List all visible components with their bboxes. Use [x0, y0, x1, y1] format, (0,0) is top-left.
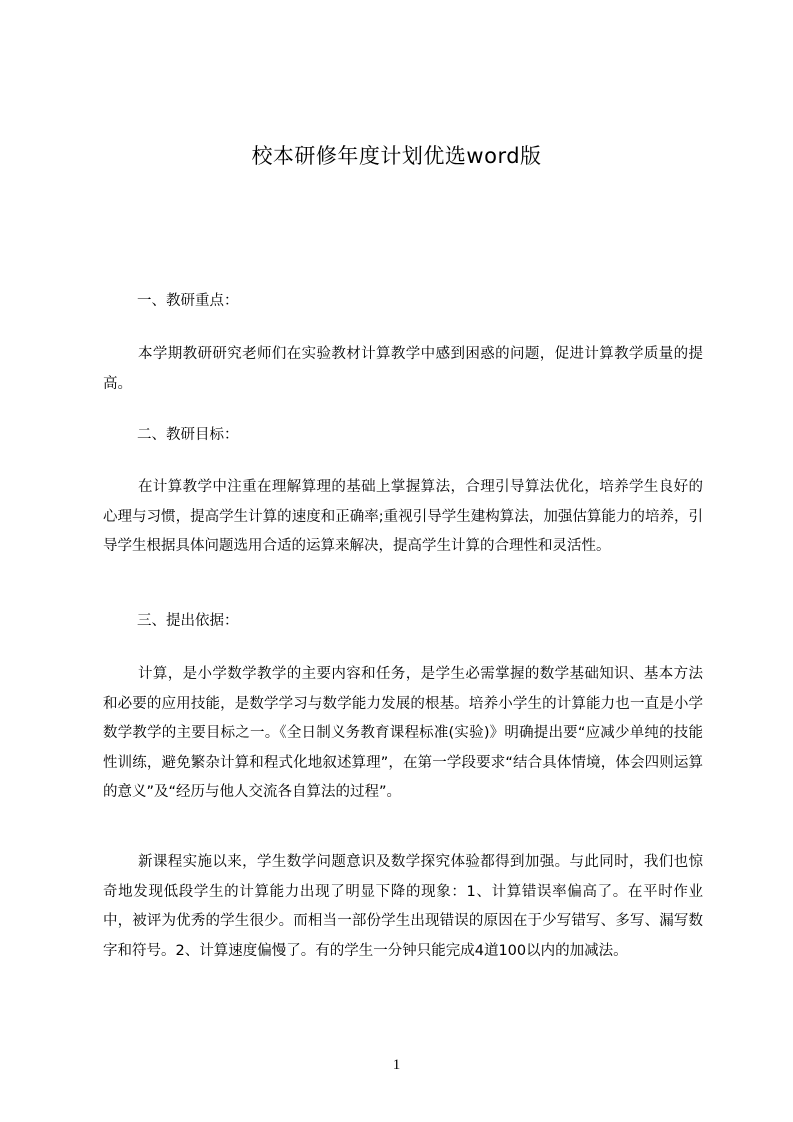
section-heading-goals: 二、教研目标：	[137, 427, 239, 443]
paragraph-goals: 在计算教学中注重在理解算理的基础上掌握算法，合理引导算法优化，培养学生良好的心理与习惯，提高学生计算的速度和正确率;重视引导学生建构算法，加强估算能力的培养，引导学生根据具体问题选用合适的运算来解决，提高学生计算的合理性和灵活性。	[103, 479, 703, 554]
paragraph-basis-2: 新课程实施以来，学生数学问题意识及数学探究体验都得到加强。与此同时，我们也惊奇地发现低段学生的计算能力出现了明显下降的现象：1、计算错误率偏高了。在平时作业中，被评为优秀的学生很少。而相当一部份学生出现错误的原因在于少写错写、多写、漏写数字和符号。2、计算速度偏慢了。有的学生一分钟只能完成4道100以内的加减法。	[103, 854, 703, 959]
page-number: 1	[392, 1057, 401, 1073]
paragraph-basis-1: 计算，是小学数学教学的主要内容和任务，是学生必需掌握的数学基础知识、基本方法和必要的应用技能，是数学学习与数学能力发展的根基。培养小学生的计算能力也一直是小学数学教学的主要目标之一。《全日制义务教育课程标准(实验)》明确提出要“应减少单纯的技能性训练，避免繁杂计算和程式化地叙述算理”，在第一学段要求“结合具体情境，体会四则运算的意义”及“经历与他人交流各自算法的过程”。	[103, 666, 703, 800]
paragraph-focus: 本学期教研研究老师们在实验教材计算教学中感到困惑的问题，促进计算教学质量的提高。	[103, 346, 703, 392]
document-title: 校本研修年度计划优选word版	[251, 144, 542, 168]
section-heading-basis: 三、提出依据：	[137, 613, 239, 629]
section-heading-focus: 一、教研重点：	[137, 293, 239, 309]
